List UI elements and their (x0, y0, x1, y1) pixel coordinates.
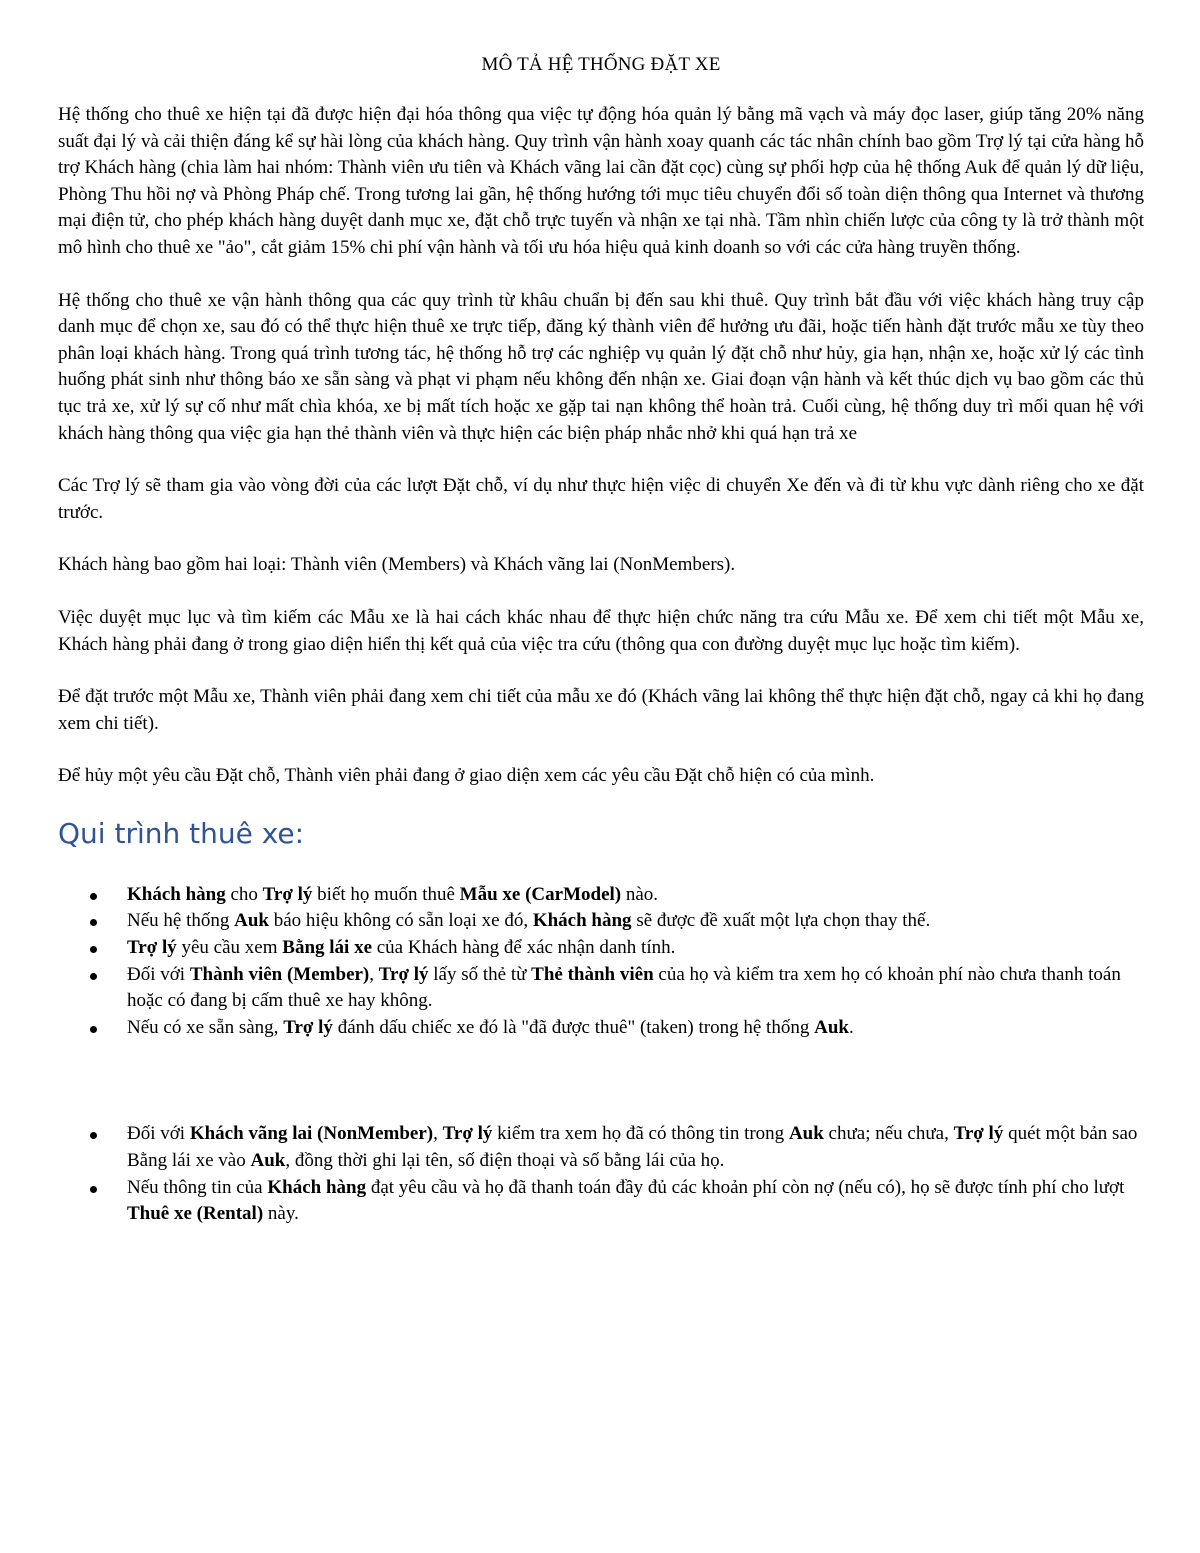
bullet-text: của họ và kiểm tra xem họ có khoản phí nào chưa thanh toán hoặc có đang bị cấm thuê xe hay không. (127, 963, 1121, 1012)
bullet-text: nào. (621, 883, 659, 905)
paragraph-reserve: Để đặt trước một Mẫu xe, Thành viên phải đang xem chi tiết của mẫu xe đó (Khách vãng lai không thể thực hiện đặt chỗ, ngay cả khi họ đang xem chi tiết). (58, 686, 1144, 734)
bullet-text: Nếu thông tin của (127, 1176, 268, 1198)
bold-term: Auk (814, 1016, 849, 1038)
bullet-text: kiểm tra xem họ đã có thông tin trong (492, 1123, 789, 1145)
bullet-list-rental-steps (58, 882, 1144, 1042)
bold-term: Auk (234, 910, 269, 932)
bullet-text: cho (225, 883, 263, 905)
bullet-text: , đồng thời ghi lại tên, số điện thoại và số bằng lái của họ. (285, 1150, 725, 1172)
bold-term: Trợ lý (127, 937, 177, 959)
bullet-text: đánh dấu chiếc xe đó là "đã được thuê" (taken) trong hệ thống (332, 1016, 815, 1038)
bullet-item (58, 1015, 1144, 1042)
bold-term: Trợ lý (953, 1123, 1004, 1145)
spacer (58, 1041, 1144, 1121)
bold-term: Khách vãng lai (NonMember) (189, 1123, 434, 1145)
bold-term: Bằng lái xe (282, 937, 372, 959)
bullet-dot-icon (90, 919, 97, 926)
bullet-text: , (369, 963, 379, 985)
bold-term: Mẫu xe (CarModel) (459, 883, 622, 905)
bullet-dot-icon (90, 893, 97, 900)
bullet-dot-icon (90, 946, 97, 953)
bold-term: Trợ lý (442, 1123, 493, 1145)
bullet-item (58, 1175, 1144, 1228)
bullet-text: Đối với (127, 963, 190, 985)
bullet-dot-icon (90, 1026, 97, 1033)
bullet-text: sẽ được đề xuất một lựa chọn thay thế. (631, 910, 931, 932)
paragraph-customer-types: Khách hàng bao gồm hai loại: Thành viên (Members) và Khách vãng lai (NonMembers). (58, 554, 736, 576)
bullet-item (58, 962, 1144, 1015)
bullet-text: , (433, 1123, 443, 1145)
bullet-text: chưa; nếu chưa, (823, 1123, 954, 1145)
bullet-text: đạt yêu cầu và họ đã thanh toán đầy đủ các khoản phí còn nợ (nếu có), họ sẽ được tính phí cho lượt (366, 1176, 1125, 1198)
bold-term: Trợ lý (283, 1016, 333, 1038)
bullet-dot-icon (90, 1186, 97, 1193)
paragraph-process: Hệ thống cho thuê xe vận hành thông qua các quy trình từ khâu chuẩn bị đến sau khi thuê. Quy trình bắt đầu với việc khách hàng truy cập danh mục để chọn xe, sau đó có thể thực hiện thuê xe trực tiếp, đăng ký thành viên để hưởng ưu đãi, hoặc tiến hành đặt trước mẫu xe tùy theo phân loại khách hàng. Trong quá trình tương tác, hệ thống hỗ trợ các nghiệp vụ quản lý đặt chỗ như hủy, gia hạn, nhận xe, hoặc xử lý các tình huống phát sinh như thông báo xe sẵn sàng và phạt vi phạm nếu không đến nhận xe. Giai đoạn vận hành và kết thúc dịch vụ bao gồm các thủ tục trả xe, xử lý sự cố như mất chìa khóa, xe bị mất tích hoặc xe gặp tai nạn không thể hoàn trả. Cuối cùng, hệ thống duy trì mối quan hệ với khách hàng thông qua việc gia hạn thẻ thành viên và thực hiện các biện pháp nhắc nhở khi quá hạn trả xe (58, 289, 1144, 444)
bullet-text: này. (263, 1203, 299, 1225)
bullet-text: báo hiệu không có sẵn loại xe đó, (268, 910, 533, 932)
bold-term: Khách hàng (127, 883, 226, 905)
bullet-text: Nếu có xe sẵn sàng, (127, 1016, 284, 1038)
bullet-text: quét một bản sao Bằng lái xe vào (127, 1123, 1138, 1172)
bullet-text: biết họ muốn thuê (312, 883, 460, 905)
document-page (58, 52, 1144, 1228)
bold-term: Trợ lý (378, 963, 429, 985)
bullet-list-rental-steps-continued (58, 1121, 1144, 1227)
bullet-text: của Khách hàng để xác nhận danh tính. (372, 937, 676, 959)
bold-term: Thành viên (Member) (189, 963, 370, 985)
paragraph-assistants: Các Trợ lý sẽ tham gia vào vòng đời của các lượt Đặt chỗ, ví dụ như thực hiện việc di chuyển Xe đến và đi từ khu vực dành riêng cho xe đặt trước. (58, 475, 1144, 523)
bullet-text: yêu cầu xem (176, 937, 283, 959)
bullet-text: Nếu hệ thống (127, 910, 235, 932)
bullet-dot-icon (90, 973, 97, 980)
bold-term: Auk (250, 1150, 286, 1172)
bold-term: Khách hàng (532, 910, 632, 932)
bullet-item (58, 882, 1144, 909)
bullet-item (58, 908, 1144, 935)
bullet-text: Đối với (127, 1123, 190, 1145)
bold-term: Trợ lý (262, 883, 313, 905)
bullet-item (58, 935, 1144, 962)
document-title: MÔ TẢ HỆ THỐNG ĐẶT XE (481, 54, 721, 75)
bold-term: Thuê xe (Rental) (127, 1203, 264, 1225)
paragraph-overview: Hệ thống cho thuê xe hiện tại đã được hiện đại hóa thông qua việc tự động hóa quản lý bằng mã vạch và máy đọc laser, giúp tăng 20% năng suất đại lý và cải thiện đáng kể sự hài lòng của khách hàng. Quy trình vận hành xoay quanh các tác nhân chính bao gồm Trợ lý tại cửa hàng hỗ trợ Khách hàng (chia làm hai nhóm: Thành viên ưu tiên và Khách vãng lai cần đặt cọc) cùng sự phối hợp của hệ thống Auk để quản lý dữ liệu, Phòng Thu hồi nợ và Phòng Pháp chế. Trong tương lai gần, hệ thống hướng tới mục tiêu chuyển đổi số toàn diện thông qua Internet và thương mại điện tử, cho phép khách hàng duyệt danh mục xe, đặt chỗ trực tuyến và nhận xe tại nhà. Tầm nhìn chiến lược của công ty là trở thành một mô hình cho thuê xe "ảo", cắt giảm 15% chi phí vận hành và tối ưu hóa hiệu quả kinh doanh so với các cửa hàng truyền thống. (58, 104, 1144, 258)
bold-term: Auk (788, 1123, 824, 1145)
section-heading-rental-process: Qui trình thuê xe: (58, 816, 305, 850)
bullet-text: lấy số thẻ từ (428, 963, 532, 985)
bullet-text: . (848, 1016, 854, 1038)
bold-term: Khách hàng (267, 1176, 367, 1198)
paragraph-cancel: Để hủy một yêu cầu Đặt chỗ, Thành viên phải đang ở giao diện xem các yêu cầu Đặt chỗ hiện có của mình. (58, 765, 875, 787)
bullet-item (58, 1121, 1144, 1174)
paragraph-browse-search: Việc duyệt mục lục và tìm kiếm các Mẫu xe là hai cách khác nhau để thực hiện chức năng tra cứu Mẫu xe. Để xem chi tiết một Mẫu xe, Khách hàng phải đang ở trong giao diện hiển thị kết quả của việc tra cứu (thông qua con đường duyệt mục lục hoặc tìm kiếm). (58, 606, 1144, 655)
bold-term: Thẻ thành viên (531, 963, 654, 985)
bullet-dot-icon (90, 1132, 97, 1139)
